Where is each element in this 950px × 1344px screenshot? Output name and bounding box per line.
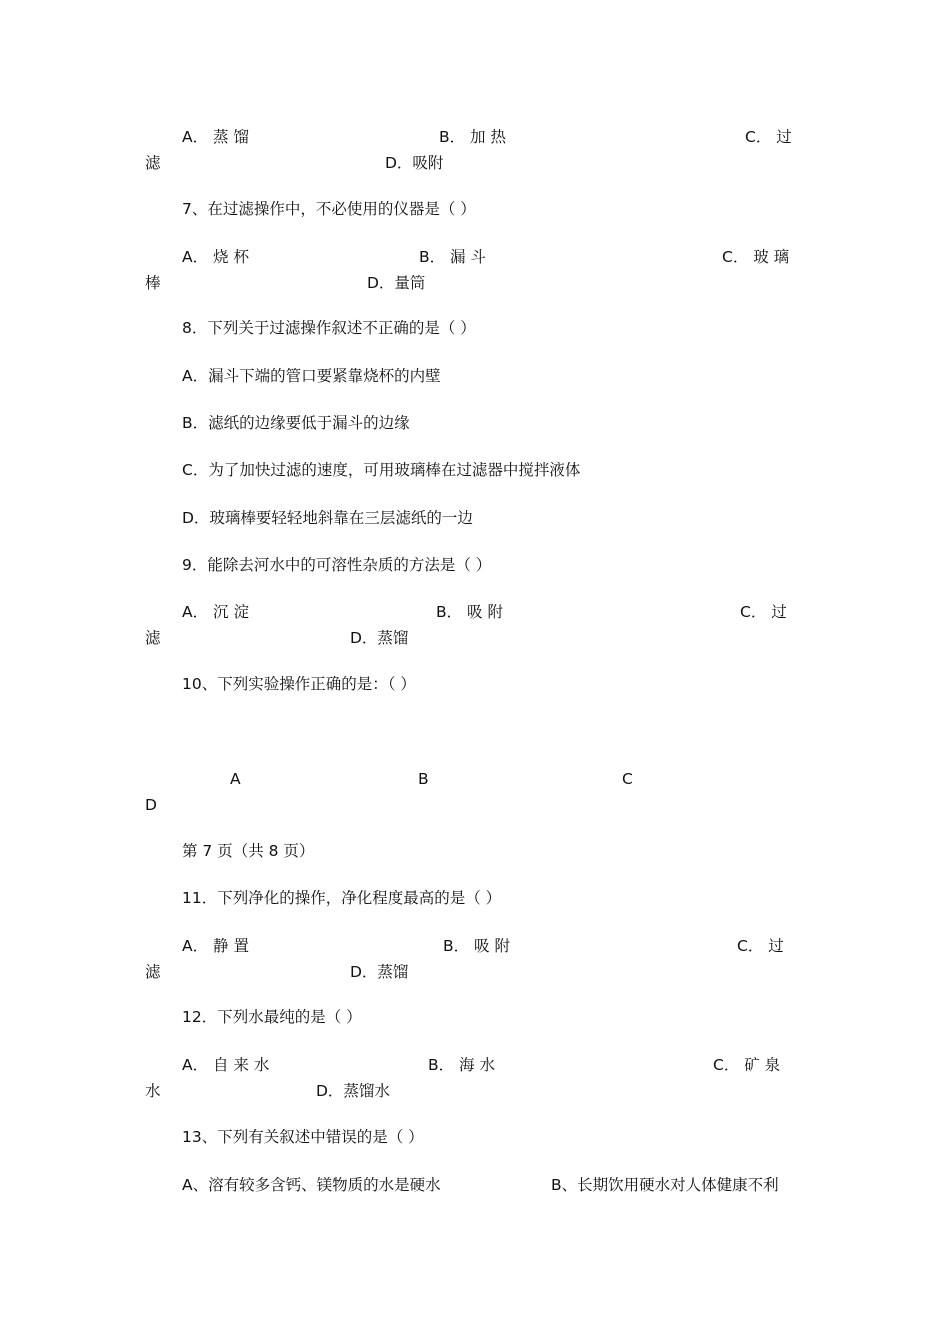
q9-option-c: C． 过 (740, 603, 787, 621)
q6-option-c: C． 过 (745, 128, 792, 146)
q11-option-b: B． 吸 附 (443, 937, 510, 955)
q7-option-c-cont: 棒 (145, 274, 161, 292)
q10-option-d: D (145, 796, 157, 814)
q9-option-a: A． 沉 淀 (182, 603, 249, 621)
q7-stem: 7、在过滤操作中，不必使用的仪器是（ ） (182, 200, 476, 218)
q11-stem: 11．下列净化的操作，净化程度最高的是（ ） (182, 889, 502, 907)
q10-option-b: B (418, 770, 429, 788)
q9-option-b: B． 吸 附 (436, 603, 503, 621)
q11-option-d: D．蒸馏 (350, 963, 409, 981)
q6-option-b: B． 加 热 (439, 128, 506, 146)
page-number: 第 7 页（共 8 页） (182, 842, 315, 860)
q12-option-c: C． 矿 泉 (713, 1056, 781, 1074)
q7-option-a: A． 烧 杯 (182, 248, 249, 266)
q12-option-b: B． 海 水 (428, 1056, 495, 1074)
q11-option-c: C． 过 (737, 937, 784, 955)
q10-option-c: C (622, 770, 633, 788)
q13-option-b: B、长期饮用硬水对人体健康不利 (551, 1176, 779, 1194)
q8-option-a: A．漏斗下端的管口要紧靠烧杯的内壁 (182, 367, 441, 385)
q9-option-d: D．蒸馏 (350, 629, 409, 647)
q6-option-d: D．吸附 (385, 154, 444, 172)
q13-option-a: A、溶有较多含钙、镁物质的水是硬水 (182, 1176, 441, 1194)
q8-option-c: C．为了加快过滤的速度，可用玻璃棒在过滤器中搅拌液体 (182, 461, 581, 479)
q8-stem: 8．下列关于过滤操作叙述不正确的是（ ） (182, 319, 476, 337)
q9-option-c-cont: 滤 (145, 629, 161, 647)
q13-stem: 13、下列有关叙述中错误的是（ ） (182, 1128, 424, 1146)
q7-option-d: D．量筒 (367, 274, 426, 292)
q7-option-b: B． 漏 斗 (419, 248, 486, 266)
q11-option-a: A． 静 置 (182, 937, 249, 955)
q8-option-b: B．滤纸的边缘要低于漏斗的边缘 (182, 414, 410, 432)
q11-option-c-cont: 滤 (145, 963, 161, 981)
q7-option-c: C． 玻 璃 (722, 248, 790, 266)
q12-option-c-cont: 水 (145, 1082, 161, 1100)
q12-stem: 12．下列水最纯的是（ ） (182, 1008, 362, 1026)
q9-stem: 9．能除去河水中的可溶性杂质的方法是（ ） (182, 556, 492, 574)
q12-option-d: D．蒸馏水 (316, 1082, 390, 1100)
q10-option-a: A (230, 770, 241, 788)
q10-stem: 10、下列实验操作正确的是：（ ） (182, 675, 416, 693)
q12-option-a: A． 自 来 水 (182, 1056, 270, 1074)
q6-option-c-cont: 滤 (145, 154, 161, 172)
q8-option-d: D．玻璃棒要轻轻地斜靠在三层滤纸的一边 (182, 509, 473, 527)
q6-option-a: A． 蒸 馏 (182, 128, 249, 146)
